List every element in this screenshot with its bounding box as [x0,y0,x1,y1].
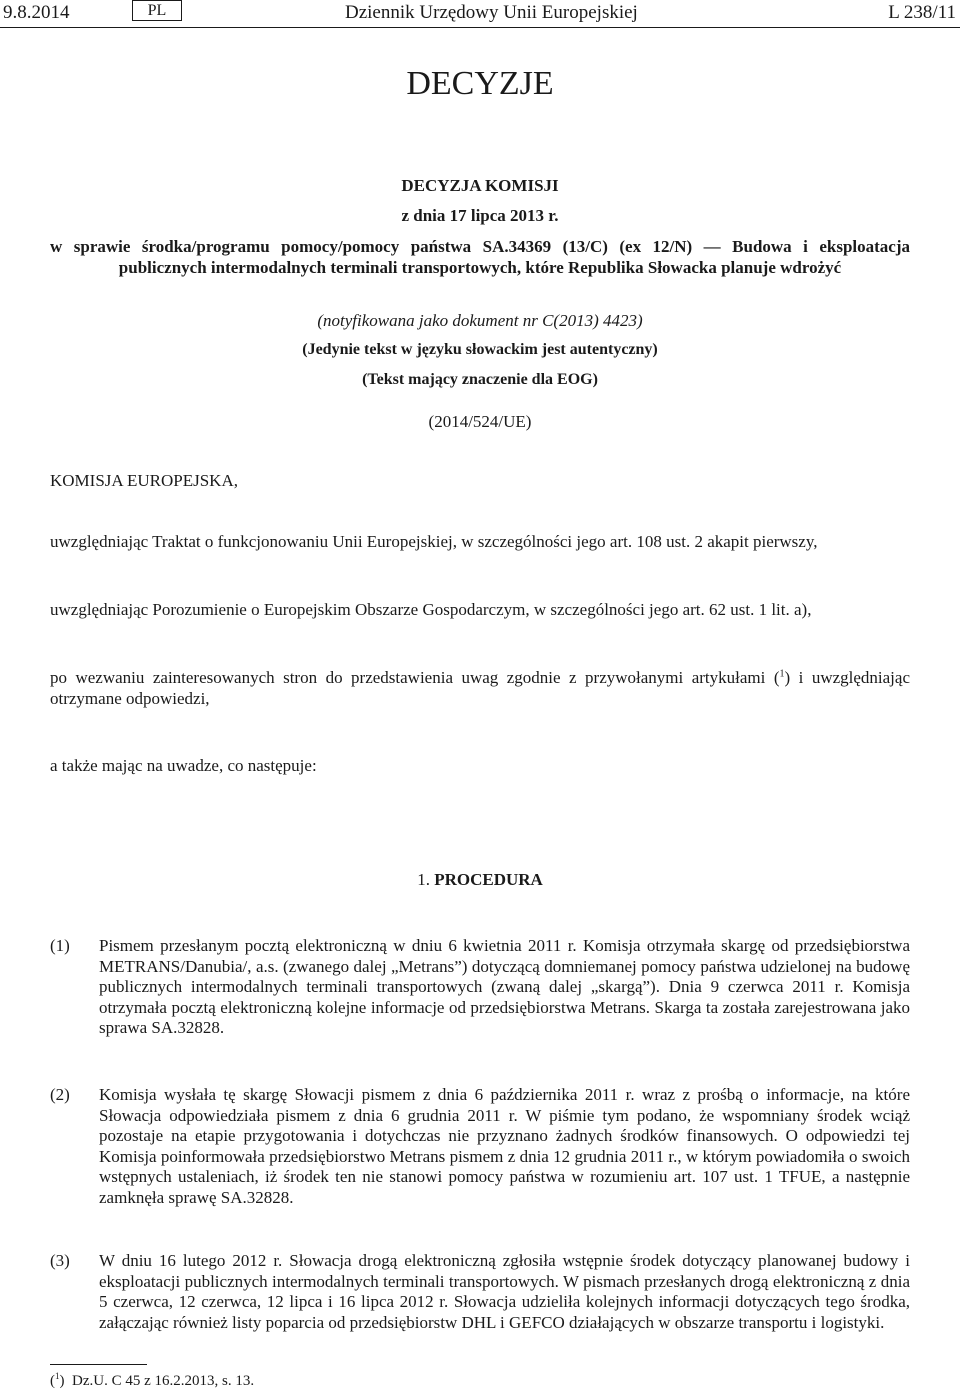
procedure-number: 1. [417,870,430,889]
decision-title: DECYZJA KOMISJI [401,176,559,195]
procedure-heading [50,870,910,890]
footnote-reference[interactable]: 1 [779,668,785,680]
recital-tfeu: uwzględniając Traktat o funkcjonowaniu Unii Europejskiej, w szczególności jego art. 108 ust. 2 akapit pierwszy, [50,532,818,551]
paragraph-number: (3) [50,1251,70,1270]
footnote-divider [50,1364,147,1365]
footnote: ($^1$) Dz.U. C 45 z 16.2.2013, s. 13. [50,1371,255,1389]
decision-date: z dnia 17 lipca 2013 r. [401,206,559,225]
paragraph-text: W dniu 16 lutego 2012 r. Słowacja drogą elektroniczną zgłosiła wstępnie środek dotyczący planowanej budowy i eksploatacji publicznych intermodalnych terminali transportowych. W pismach przesłanych drogą elektroniczną z dnia 5 czerwca, 12 czerwca, 12 lipca i 16 lipca 2012 r. Słowacja udzieliła kolejnych informacji dotyczących tego środka, załączając również listy poparcia od przedsiębiorstw DHL i GEFCO działających w obszarze transportu i logistyki. [99,1251,910,1332]
paragraph-text: Pismem przesłanym pocztą elektroniczną w dniu 6 kwietnia 2011 r. Komisja otrzymała skargę od przedsiębiorstwa METRANS/Danubia/, a.s. (zwanego dalej „Metrans”) dotyczącą domniemanej pomocy państwa udzielonej na budowę publicznych intermodalnych terminali transportowych (zwaną dalej „skargą”). Dnia 9 czerwca 2011 r. Komisja otrzymała pocztą elektroniczną kolejne informacje od przedsiębiorstwa Metrans. Skarga ta została zarejestrowana jako sprawa SA.32828. [99,936,910,1037]
language-code-box: PL [132,0,182,21]
recital-text-after: ) i uwzględniając otrzymane odpowiedzi, [50,668,910,708]
header-divider [0,27,960,28]
decision-number: (2014/524/UE) [428,412,532,431]
footnote-marker: 1 [55,1371,60,1381]
paragraph-number: (1) [50,936,70,955]
journal-name: Dziennik Urzędowy Unii Europejskiej [345,2,638,23]
authentic-language-note: (Jedynie tekst w języku słowackim jest autentyczny) [302,341,658,358]
section-title: DECYZJE [406,65,554,102]
eea-relevance-note: (Tekst mający znaczenie dla EOG) [362,371,598,388]
recital-eea-agreement: uwzględniając Porozumienie o Europejskim Obszarze Gospodarczym, w szczególności jego art. 62 ust. 1 lit. a), [50,600,812,619]
notified-document: (notyfikowana jako dokument nr C(2013) 4423) [317,311,643,330]
recital-text-before: po wezwaniu zainteresowanych stron do przedstawienia uwag zgodnie z przywołanymi artykułami ( [50,668,780,687]
paragraph-text: Komisja wysłała tę skargę Słowacji pismem z dnia 6 października 2011 r. wraz z prośbą o informacje, na które Słowacja odpowiedziała pismem z dnia 6 grudnia 2011 r. W piśmie tym podano, że wspomniany środek wciąż pozostaje na etapie przygotowania i dotychczas nie przyznano żadnych środków finansowych. O odpowiedzi tej Komisja poinformowała przedsiębiorstwo Metrans pismem z dnia 12 grudnia 2011 r., w którym powiadomiła o swoich wstępnych ustaleniach, iż środek ten nie stanowi pomocy państwa w rozumieniu art. 107 ust. 1 TFUE, a następnie zamknęła sprawę SA.32828. [99,1085,910,1207]
commission-heading: KOMISJA EUROPEJSKA, [50,471,238,490]
recital-interested-parties [50,667,910,709]
footnote-text: Dz.U. C 45 z 16.2.2013, s. 13. [72,1373,255,1389]
decision-subject: w sprawie środka/programu pomocy/pomocy państwa SA.34369 (13/C) (ex 12/N) — Budowa i eksploatacja publicznych intermodalnych terminali transportowych, które Republika Słowacka planuje wdrożyć [50,237,910,277]
recital-whereas: a także mając na uwadze, co następuje: [50,756,317,775]
procedure-title: PROCEDURA [434,870,543,889]
paragraph-number: (2) [50,1085,70,1104]
header-date: 9.8.2014 [3,2,70,23]
journal-reference: L 238/11 [888,2,956,23]
